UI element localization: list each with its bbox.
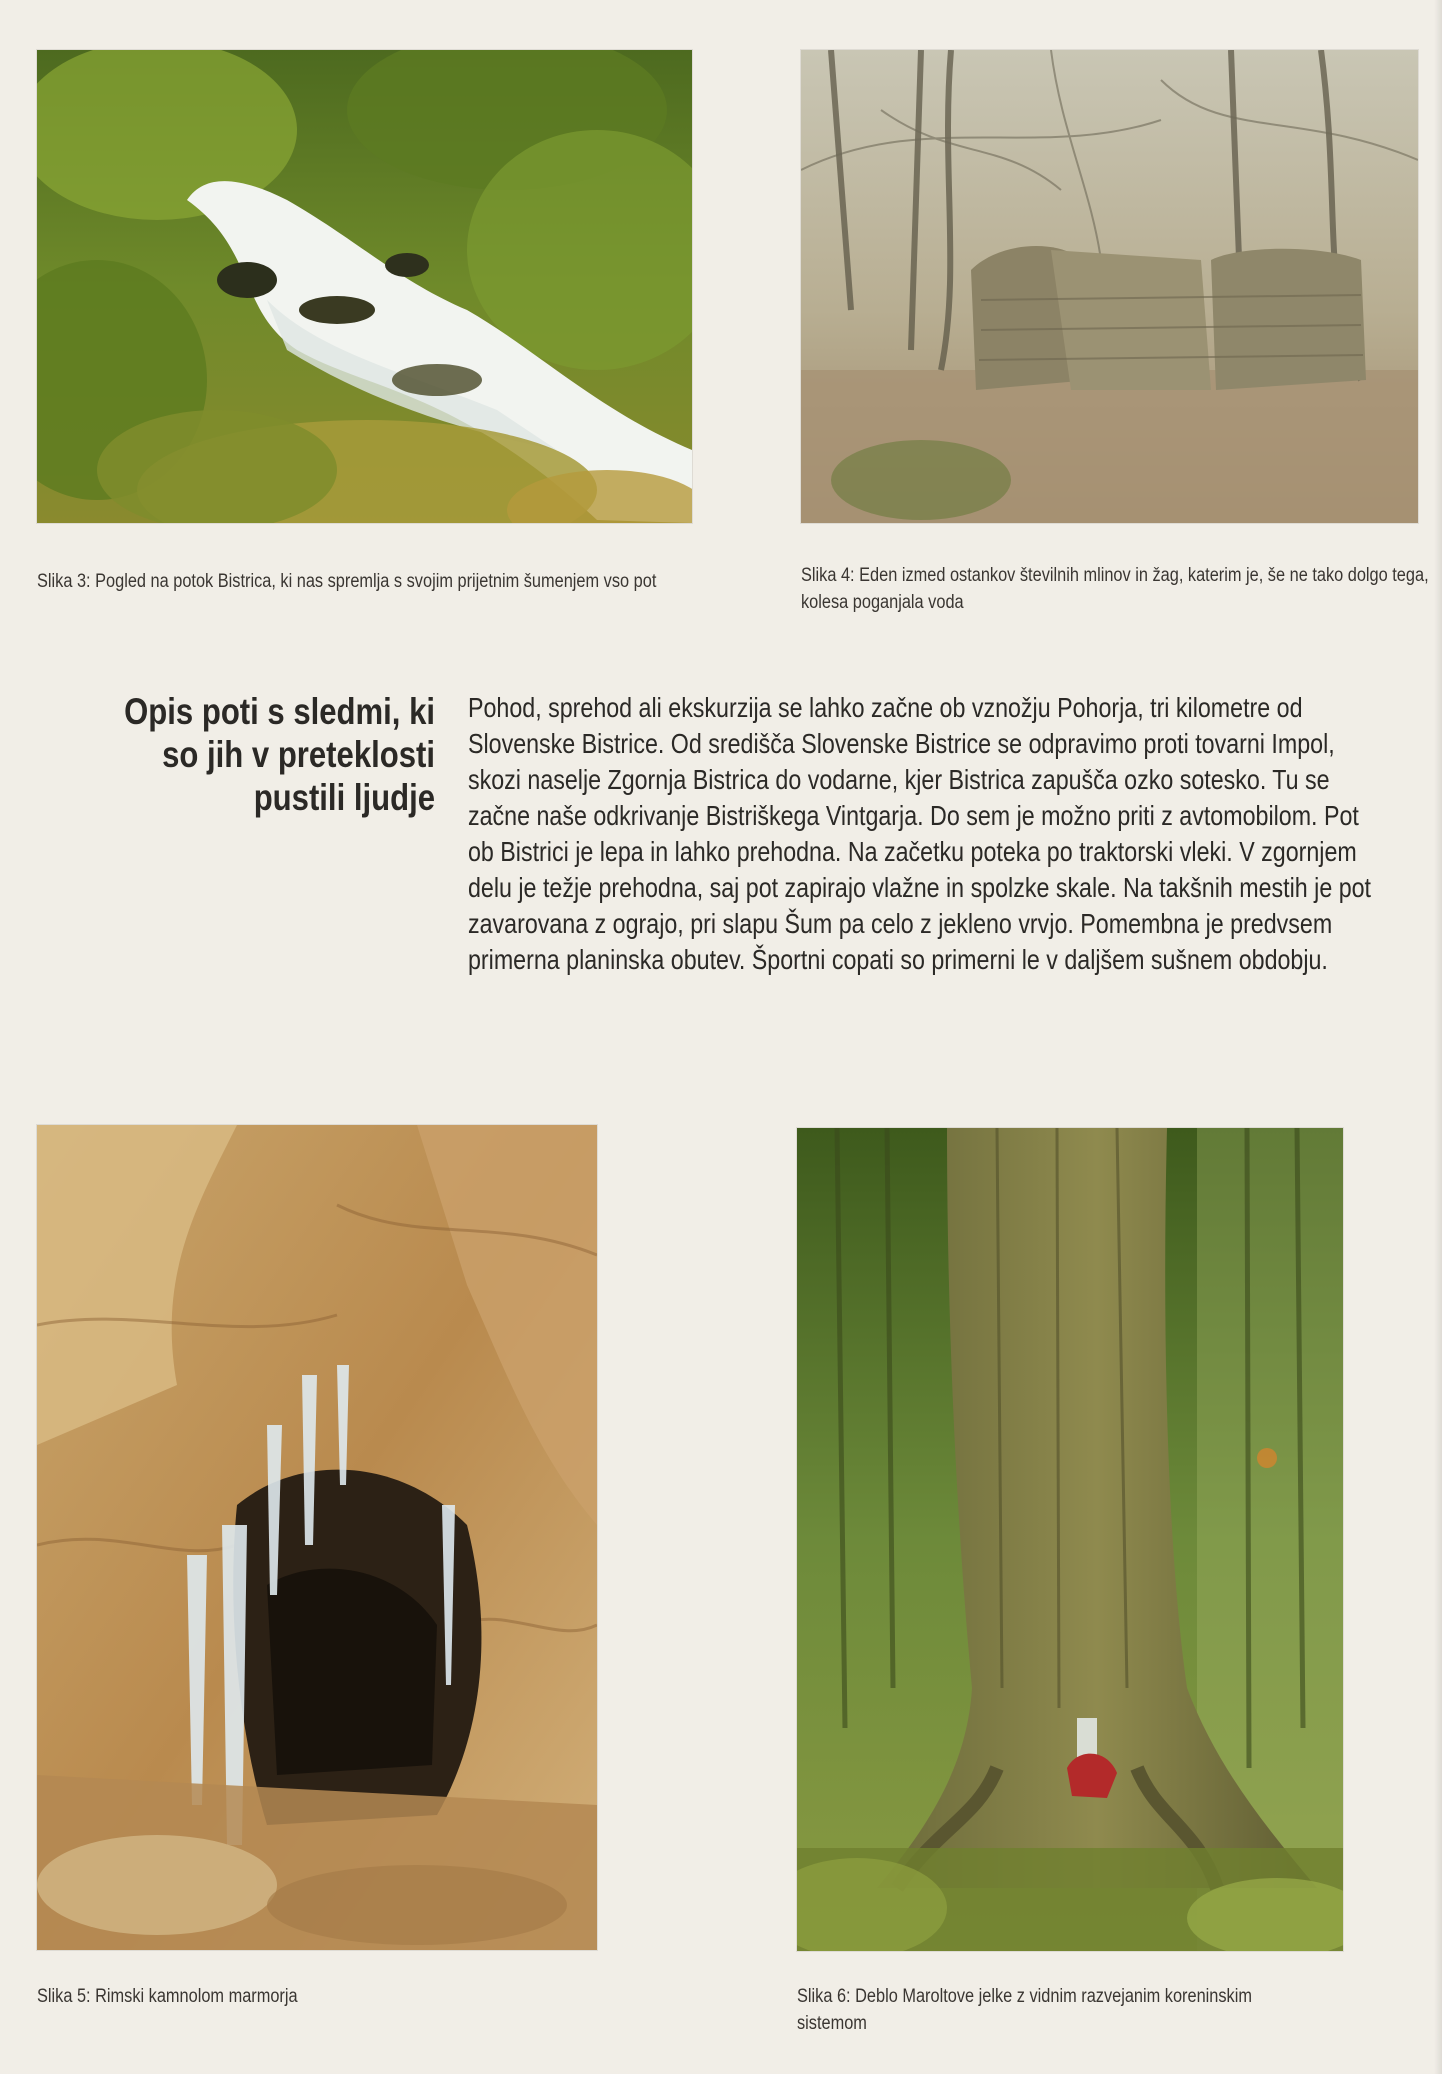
page-edge-shadow <box>1434 0 1442 2074</box>
photo-maroltova-jelka <box>797 1128 1343 1951</box>
caption-figure-6: Slika 6: Deblo Maroltove jelke z vidnim razvejanim koreninskim sistemom <box>797 1986 1252 2034</box>
photo-mill-ruins <box>801 50 1418 523</box>
section-heading: Opis poti s sledmi, ki so jih v preteklosti pustili ljudje <box>124 691 436 818</box>
caption-figure-5: Slika 5: Rimski kamnolom marmorja <box>37 1986 298 2007</box>
photo-stream-bistrica <box>37 50 692 523</box>
photo-roman-quarry <box>37 1125 597 1950</box>
section-body-text: Pohod, sprehod ali ekskurzija se lahko začne ob vznožju Pohorja, tri kilometre od Slovenske Bistrice. Od središča Slovenske Bistrice se odpravimo proti tovarni Impol, skozi naselje Zgornja Bistrica do vodarne, kjer Bistrica zapušča ozko sotesko. Tu se začne naše odkrivanje Bistriškega Vintgarja. Do sem je možno priti z avtomobilom. Pot ob Bistrici je lepa in lahko prehodna. Na začetku poteka po traktorski vleki. V zgornjem delu je težje prehodna, saj pot zapirajo vlažne in spolzke skale. Na takšnih mestih je pot zavarovana z ograjo, pri slapu Šum pa celo z jekleno vrvjo. Pomembna je predvsem primerna planinska obutev. Športni copati so primerni le v daljšem sušnem obdobju. <box>468 692 1372 975</box>
caption-figure-4: Slika 4: Eden izmed ostankov številnih mlinov in žag, katerim je, še ne tako dolgo tega, kolesa poganjala voda <box>801 565 1429 613</box>
caption-figure-3: Slika 3: Pogled na potok Bistrica, ki nas spremlja s svojim prijetnim šumenjem vso pot <box>37 571 657 592</box>
